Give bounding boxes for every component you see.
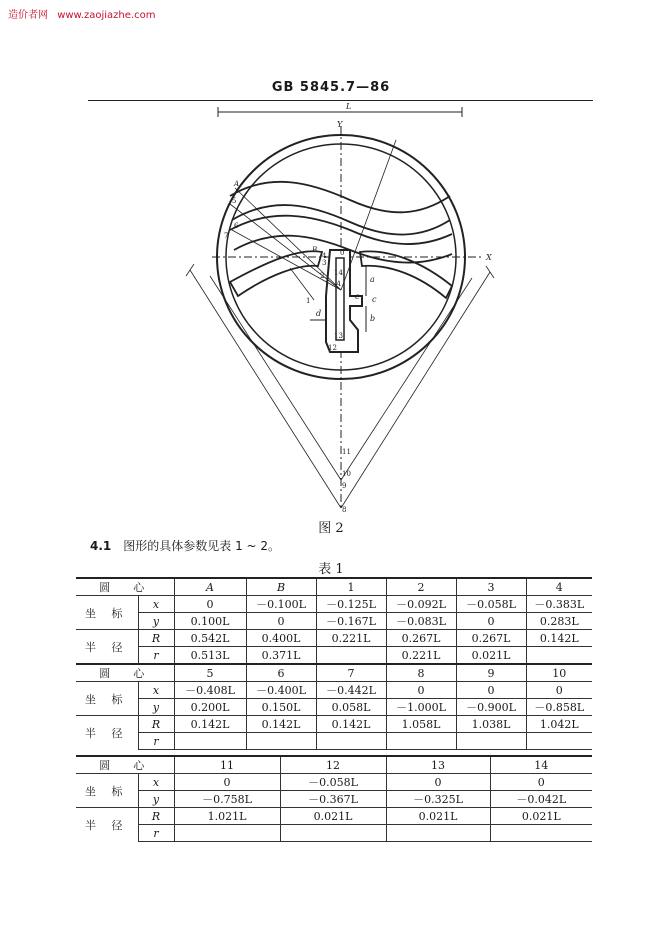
value-cell xyxy=(490,825,592,842)
value-cell xyxy=(386,825,490,842)
value-cell: －0.058L xyxy=(456,596,526,613)
sub-label-r-lower: r xyxy=(138,647,174,665)
figure-caption: 图 2 xyxy=(318,521,344,536)
value-cell: 0.142L xyxy=(526,630,592,647)
document-header: GB 5845.7—86 xyxy=(271,80,391,95)
center-cell: B xyxy=(246,578,316,596)
center-cell: 4 xyxy=(526,578,592,596)
watermark-name: 造价者网 xyxy=(8,10,48,21)
parameter-table-part-2 xyxy=(76,755,592,842)
row-label-coord: 坐 标 xyxy=(76,682,138,716)
value-cell: 0 xyxy=(456,613,526,630)
label-n7: 7 xyxy=(224,232,229,240)
table-row-y xyxy=(76,613,592,630)
table-row-centers xyxy=(76,578,592,596)
value-cell: 1.021L xyxy=(174,808,280,825)
label-n12: 12 xyxy=(328,344,337,352)
row-label-center: 圆 心 xyxy=(76,756,174,774)
table-caption: 表 1 xyxy=(318,562,344,577)
value-cell: －0.367L xyxy=(280,791,386,808)
watermark-url[interactable]: www.zaojiazhe.com xyxy=(57,10,156,21)
table-row-r-outer xyxy=(76,808,592,825)
row-label-radius: 半 径 xyxy=(76,630,138,665)
table-row-r-outer xyxy=(76,716,592,733)
value-cell: 0.200L xyxy=(174,699,246,716)
value-cell: 0 xyxy=(386,682,456,699)
label-origin: 0 xyxy=(340,249,345,257)
construction-line-left-outer xyxy=(190,270,341,508)
value-cell xyxy=(174,825,280,842)
sub-label-r-lower: r xyxy=(138,825,174,842)
value-cell: 0.142L xyxy=(174,716,246,733)
value-cell: 0 xyxy=(386,774,490,791)
label-l: L xyxy=(346,102,352,111)
value-cell: 0.058L xyxy=(316,699,386,716)
value-cell: －0.400L xyxy=(246,682,316,699)
center-cell: 2 xyxy=(386,578,456,596)
center-cell: 10 xyxy=(526,664,592,682)
value-cell: 0.283L xyxy=(526,613,592,630)
table-row-y xyxy=(76,791,592,808)
table-row-x xyxy=(76,596,592,613)
section-number: 4.1 xyxy=(90,539,112,553)
value-cell xyxy=(456,733,526,750)
value-cell: －0.758L xyxy=(174,791,280,808)
parameter-table-part-1 xyxy=(76,577,592,750)
sub-label-x: x xyxy=(138,774,174,791)
value-cell: 0.267L xyxy=(386,630,456,647)
value-cell: －0.167L xyxy=(316,613,386,630)
value-cell: 0.513L xyxy=(174,647,246,665)
sub-label-r-upper: R xyxy=(138,630,174,647)
label-n5: 5 xyxy=(232,197,237,205)
label-n9: 9 xyxy=(342,482,347,490)
value-cell: 0.142L xyxy=(316,716,386,733)
table-row-y xyxy=(76,699,592,716)
label-b: b xyxy=(370,314,376,323)
center-cell: 3 xyxy=(456,578,526,596)
value-cell: 0.542L xyxy=(174,630,246,647)
table-row-r-inner xyxy=(76,733,592,750)
value-cell: 1.038L xyxy=(456,716,526,733)
row-label-coord: 坐 标 xyxy=(76,596,138,630)
center-cell: 14 xyxy=(490,756,592,774)
value-cell: －0.442L xyxy=(316,682,386,699)
value-cell: 0.371L xyxy=(246,647,316,665)
center-cell: 7 xyxy=(316,664,386,682)
sub-label-x: x xyxy=(138,682,174,699)
label-n11: 11 xyxy=(342,448,351,456)
value-cell: 0 xyxy=(246,613,316,630)
value-cell: 0 xyxy=(456,682,526,699)
value-cell: 0 xyxy=(174,596,246,613)
row-label-coord: 坐 标 xyxy=(76,774,138,808)
value-cell: －0.083L xyxy=(386,613,456,630)
label-a: a xyxy=(370,275,375,284)
value-cell: 0.021L xyxy=(490,808,592,825)
label-x: X xyxy=(486,253,492,262)
sub-label-r-upper: R xyxy=(138,808,174,825)
value-cell: 1.042L xyxy=(526,716,592,733)
value-cell: －1.000L xyxy=(386,699,456,716)
value-cell: －0.042L xyxy=(490,791,592,808)
center-cell: 1 xyxy=(316,578,386,596)
figure-2-drawing xyxy=(150,100,530,518)
value-cell: 1.058L xyxy=(386,716,456,733)
value-cell: 0.221L xyxy=(316,630,386,647)
value-cell: －0.383L xyxy=(526,596,592,613)
value-cell xyxy=(280,825,386,842)
value-cell: 0.150L xyxy=(246,699,316,716)
value-cell xyxy=(316,647,386,665)
row-label-radius: 半 径 xyxy=(76,808,138,842)
value-cell: 0.021L xyxy=(386,808,490,825)
table-row-r-inner xyxy=(76,825,592,842)
center-cell: 6 xyxy=(246,664,316,682)
sub-label-y: y xyxy=(138,699,174,716)
value-cell xyxy=(526,647,592,665)
center-cell: 8 xyxy=(386,664,456,682)
table-row-x xyxy=(76,682,592,699)
value-cell xyxy=(174,733,246,750)
value-cell: 0.142L xyxy=(246,716,316,733)
value-cell: 0 xyxy=(490,774,592,791)
table-row-centers xyxy=(76,664,592,682)
value-cell: －0.125L xyxy=(316,596,386,613)
table-row-centers xyxy=(76,756,592,774)
value-cell: －0.325L xyxy=(386,791,490,808)
row-label-radius: 半 径 xyxy=(76,716,138,750)
sub-label-y: y xyxy=(138,613,174,630)
value-cell: 0.100L xyxy=(174,613,246,630)
section-4-1 xyxy=(90,537,280,554)
label-n8: 8 xyxy=(342,506,347,514)
table-row-x xyxy=(76,774,592,791)
center-cell: 11 xyxy=(174,756,280,774)
section-text: 图形的具体参数见表 1 ~ 2。 xyxy=(123,539,281,553)
label-n4: 4 xyxy=(322,252,327,260)
center-cell: 5 xyxy=(174,664,246,682)
value-cell xyxy=(316,733,386,750)
value-cell: －0.408L xyxy=(174,682,246,699)
label-n14: 14 xyxy=(334,269,343,277)
value-cell: 0.021L xyxy=(456,647,526,665)
label-n3: 3 xyxy=(322,259,327,267)
label-d: d xyxy=(316,309,322,318)
watermark xyxy=(8,6,155,21)
value-cell: －0.092L xyxy=(386,596,456,613)
label-n6: 6 xyxy=(234,222,239,230)
sub-label-x: x xyxy=(138,596,174,613)
value-cell: 0.267L xyxy=(456,630,526,647)
center-cell: 9 xyxy=(456,664,526,682)
label-y: Y xyxy=(337,120,343,129)
row-label-center: 圆 心 xyxy=(76,664,174,682)
label-e: e xyxy=(355,292,360,301)
center-cell: 13 xyxy=(386,756,490,774)
sub-label-r-lower: r xyxy=(138,733,174,750)
row-label-center: 圆 心 xyxy=(76,578,174,596)
label-n13: 13 xyxy=(334,332,343,340)
label-n2: 2 xyxy=(320,272,325,280)
radius-line-a xyxy=(235,188,341,290)
value-cell: －0.100L xyxy=(246,596,316,613)
value-cell: 0.221L xyxy=(386,647,456,665)
value-cell xyxy=(526,733,592,750)
value-cell: －0.858L xyxy=(526,699,592,716)
label-n10: 10 xyxy=(342,470,351,478)
sub-label-r-upper: R xyxy=(138,716,174,733)
value-cell: 0.021L xyxy=(280,808,386,825)
table-row-r-outer xyxy=(76,630,592,647)
value-cell xyxy=(246,733,316,750)
table-row-r-inner xyxy=(76,647,592,665)
label-a-center: A xyxy=(234,180,240,188)
label-n1: 1 xyxy=(306,297,311,305)
value-cell: 0 xyxy=(526,682,592,699)
label-a2: A xyxy=(336,280,342,288)
value-cell: －0.900L xyxy=(456,699,526,716)
center-cell: 12 xyxy=(280,756,386,774)
value-cell xyxy=(386,733,456,750)
center-cell: A xyxy=(174,578,246,596)
construction-line-right-outer xyxy=(341,272,490,508)
label-b-center: B xyxy=(312,246,318,254)
sub-label-y: y xyxy=(138,791,174,808)
construction-line-right-inner xyxy=(341,278,472,480)
value-cell: 0.400L xyxy=(246,630,316,647)
value-cell: 0 xyxy=(174,774,280,791)
label-c: c xyxy=(372,295,377,304)
value-cell: －0.058L xyxy=(280,774,386,791)
